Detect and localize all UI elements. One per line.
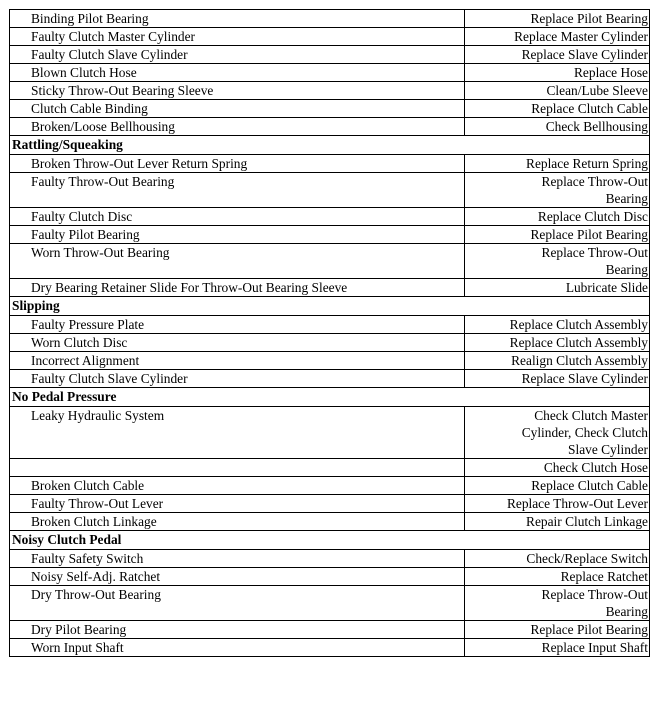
remedy-cell <box>465 244 650 279</box>
cause-cell: Leaky Hydraulic System <box>10 407 465 459</box>
remedy-cell: Check Clutch Hose <box>465 459 650 477</box>
table-row <box>10 155 650 173</box>
remedy-cell: Replace Pilot Bearing <box>465 10 650 28</box>
remedy-line: Bearing <box>605 604 648 619</box>
cause-cell: Worn Throw-Out Bearing <box>10 244 465 279</box>
cause-cell: Dry Bearing Retainer Slide For Throw-Out Bearing Sleeve <box>10 279 465 297</box>
remedy-cell: Replace Clutch Assembly <box>465 316 650 334</box>
remedy-cell: Replace Slave Cylinder <box>465 46 650 64</box>
section-title: Rattling/Squeaking <box>10 136 650 155</box>
table-row <box>10 352 650 370</box>
cause-cell: Noisy Self-Adj. Ratchet <box>10 568 465 586</box>
table-row <box>10 568 650 586</box>
table-row <box>10 10 650 28</box>
table-row <box>10 100 650 118</box>
remedy-cell <box>465 173 650 208</box>
table-row <box>10 459 650 477</box>
cause-cell: Clutch Cable Binding <box>10 100 465 118</box>
table-body <box>10 10 650 657</box>
remedy-cell: Replace Input Shaft <box>465 639 650 657</box>
table-row <box>10 550 650 568</box>
cause-cell: Faulty Clutch Slave Cylinder <box>10 370 465 388</box>
remedy-cell <box>465 586 650 621</box>
table-row <box>10 495 650 513</box>
remedy-cell <box>465 407 650 459</box>
clutch-diagnosis-table <box>9 9 650 657</box>
section-header-row <box>10 531 650 550</box>
remedy-cell: Replace Pilot Bearing <box>465 226 650 244</box>
remedy-cell: Replace Master Cylinder <box>465 28 650 46</box>
remedy-cell: Replace Slave Cylinder <box>465 370 650 388</box>
cause-cell: Broken Clutch Cable <box>10 477 465 495</box>
remedy-cell: Replace Clutch Cable <box>465 100 650 118</box>
remedy-line: Replace Throw-Out <box>541 174 648 189</box>
remedy-cell: Replace Hose <box>465 64 650 82</box>
table-row <box>10 28 650 46</box>
remedy-cell: Replace Ratchet <box>465 568 650 586</box>
table-row <box>10 407 650 459</box>
cause-cell <box>10 459 465 477</box>
cause-cell: Faulty Throw-Out Lever <box>10 495 465 513</box>
remedy-cell: Repair Clutch Linkage <box>465 513 650 531</box>
table-row <box>10 477 650 495</box>
section-title: Slipping <box>10 297 650 316</box>
remedy-cell: Replace Throw-Out Lever <box>465 495 650 513</box>
table-row <box>10 639 650 657</box>
table-row <box>10 621 650 639</box>
table-row <box>10 279 650 297</box>
table-row <box>10 316 650 334</box>
cause-cell: Faulty Clutch Disc <box>10 208 465 226</box>
remedy-line: Cylinder, Check Clutch <box>521 425 648 440</box>
cause-cell: Sticky Throw-Out Bearing Sleeve <box>10 82 465 100</box>
table-row <box>10 64 650 82</box>
remedy-cell: Realign Clutch Assembly <box>465 352 650 370</box>
cause-cell: Faulty Clutch Master Cylinder <box>10 28 465 46</box>
table-row <box>10 513 650 531</box>
cause-cell: Dry Throw-Out Bearing <box>10 586 465 621</box>
remedy-cell: Replace Clutch Disc <box>465 208 650 226</box>
cause-cell: Worn Clutch Disc <box>10 334 465 352</box>
remedy-line: Bearing <box>605 262 648 277</box>
section-title: No Pedal Pressure <box>10 388 650 407</box>
table-row <box>10 208 650 226</box>
remedy-cell: Check Bellhousing <box>465 118 650 136</box>
remedy-cell: Replace Clutch Assembly <box>465 334 650 352</box>
cause-cell: Faulty Clutch Slave Cylinder <box>10 46 465 64</box>
cause-cell: Worn Input Shaft <box>10 639 465 657</box>
cause-cell: Broken Throw-Out Lever Return Spring <box>10 155 465 173</box>
cause-cell: Blown Clutch Hose <box>10 64 465 82</box>
section-header-row <box>10 136 650 155</box>
remedy-cell: Replace Clutch Cable <box>465 477 650 495</box>
table-row <box>10 173 650 208</box>
table-row <box>10 244 650 279</box>
remedy-line: Bearing <box>605 191 648 206</box>
remedy-cell: Clean/Lube Sleeve <box>465 82 650 100</box>
table-row <box>10 334 650 352</box>
remedy-line: Replace Throw-Out <box>541 587 648 602</box>
remedy-cell: Replace Pilot Bearing <box>465 621 650 639</box>
cause-cell: Broken/Loose Bellhousing <box>10 118 465 136</box>
cause-cell: Faulty Pilot Bearing <box>10 226 465 244</box>
remedy-cell: Lubricate Slide <box>465 279 650 297</box>
table-row <box>10 586 650 621</box>
section-header-row <box>10 388 650 407</box>
cause-cell: Binding Pilot Bearing <box>10 10 465 28</box>
cause-cell: Faulty Throw-Out Bearing <box>10 173 465 208</box>
remedy-cell: Check/Replace Switch <box>465 550 650 568</box>
cause-cell: Faulty Safety Switch <box>10 550 465 568</box>
section-title: Noisy Clutch Pedal <box>10 531 650 550</box>
cause-cell: Faulty Pressure Plate <box>10 316 465 334</box>
table-row <box>10 118 650 136</box>
remedy-line: Slave Cylinder <box>568 442 648 457</box>
remedy-line: Check Clutch Master <box>534 408 648 423</box>
remedy-cell: Replace Return Spring <box>465 155 650 173</box>
table-row <box>10 370 650 388</box>
table-row <box>10 226 650 244</box>
cause-cell: Dry Pilot Bearing <box>10 621 465 639</box>
table-row <box>10 82 650 100</box>
remedy-line: Replace Throw-Out <box>541 245 648 260</box>
cause-cell: Incorrect Alignment <box>10 352 465 370</box>
cause-cell: Broken Clutch Linkage <box>10 513 465 531</box>
section-header-row <box>10 297 650 316</box>
table-row <box>10 46 650 64</box>
